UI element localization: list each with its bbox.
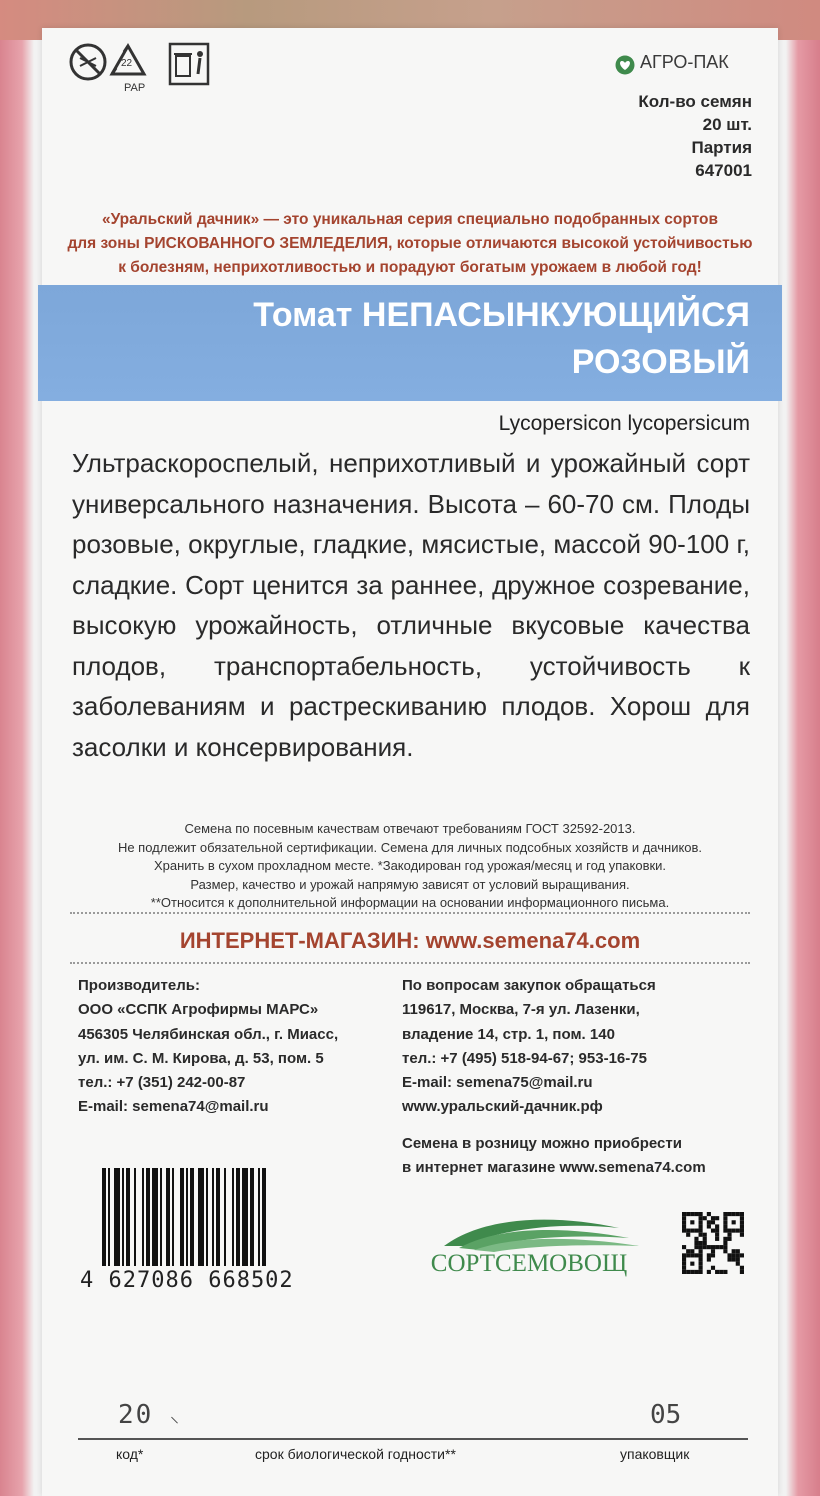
qr-module — [723, 1224, 727, 1228]
qr-module — [740, 1266, 744, 1270]
fine-print-line: Семена по посевным качествам отвечают требованиям ГОСТ 32592-2013. — [184, 821, 636, 836]
batch-label: Партия — [691, 138, 752, 157]
qr-module — [727, 1212, 731, 1216]
qr-module — [703, 1216, 707, 1220]
divider — [70, 912, 750, 914]
qr-module — [690, 1253, 694, 1257]
qr-module — [711, 1220, 715, 1224]
pap-label: PAP — [124, 82, 146, 94]
qr-module — [699, 1224, 703, 1228]
qr-module — [690, 1212, 694, 1216]
barcode-bar — [190, 1168, 194, 1266]
barcode-bar — [102, 1168, 106, 1266]
qr-module — [740, 1216, 744, 1220]
qr-module — [715, 1216, 719, 1220]
qr-module — [699, 1229, 703, 1233]
qr-module — [715, 1245, 719, 1249]
qr-module — [711, 1266, 715, 1270]
qr-module — [740, 1212, 744, 1216]
barcode-bar — [146, 1168, 150, 1266]
manufacturer-line: 456305 Челябинская обл., г. Миасс, — [78, 1025, 339, 1043]
qr-module — [740, 1233, 744, 1237]
qr-module — [690, 1220, 694, 1224]
seed-count-label: Кол-во семян — [638, 92, 752, 111]
brand-name: АГРО-ПАК — [640, 52, 729, 72]
barcode-bar — [236, 1168, 240, 1266]
manufacturer-line: тел.: +7 (351) 242-00-87 — [78, 1074, 246, 1092]
retail-info — [402, 1132, 762, 1181]
qr-module — [715, 1229, 719, 1233]
barcode-bar — [142, 1168, 144, 1266]
qr-module — [732, 1253, 736, 1257]
qr-module — [727, 1233, 731, 1237]
slogan-line: «Уральский дачник» — это уникальная серия специально подобранных сортов — [101, 211, 719, 228]
qr-module — [686, 1249, 690, 1253]
packer-stamp: 05 — [650, 1400, 682, 1430]
qr-module — [727, 1229, 731, 1233]
qr-module — [727, 1257, 731, 1261]
qr-module — [732, 1220, 736, 1224]
qr-module — [740, 1253, 744, 1257]
qr-module — [703, 1233, 707, 1237]
qr-module — [694, 1245, 698, 1249]
latin-name: Lycopersicon lycopersicum — [498, 412, 750, 435]
qr-module — [694, 1229, 698, 1233]
wholesale-line: владение 14, стр. 1, пом. 140 — [402, 1025, 615, 1043]
barcode-bar — [108, 1168, 110, 1266]
barcode-bar — [212, 1168, 214, 1266]
qr-module — [699, 1249, 703, 1253]
qr-code — [682, 1212, 744, 1274]
barcode-bar — [172, 1168, 174, 1266]
qr-module — [686, 1253, 690, 1257]
qr-module — [723, 1249, 727, 1253]
qr-module — [690, 1270, 694, 1274]
qr-module — [694, 1253, 698, 1257]
qr-module — [699, 1257, 703, 1261]
qr-module — [732, 1257, 736, 1261]
barcode-bar — [166, 1168, 170, 1266]
qr-module — [723, 1241, 727, 1245]
wholesale-line: www.уральский-дачник.рф — [402, 1098, 603, 1116]
retail-line: Семена в розницу можно приобрести — [402, 1135, 682, 1152]
barcode-bar — [262, 1168, 266, 1266]
qr-module — [711, 1229, 715, 1233]
trash-bin-icon — [170, 44, 208, 84]
qr-module — [703, 1241, 707, 1245]
qr-module — [723, 1212, 727, 1216]
barcode-bar — [242, 1168, 248, 1266]
qr-module — [723, 1216, 727, 1220]
qr-module — [682, 1266, 686, 1270]
qr-module — [682, 1224, 686, 1228]
qr-module — [736, 1257, 740, 1261]
qr-module — [740, 1229, 744, 1233]
qr-module — [686, 1233, 690, 1237]
code-label: код* — [116, 1446, 144, 1462]
qr-module — [715, 1224, 719, 1228]
qr-module — [736, 1253, 740, 1257]
qr-module — [723, 1237, 727, 1241]
seed-info — [552, 90, 752, 182]
qr-module — [703, 1245, 707, 1249]
barcode-bar — [216, 1168, 220, 1266]
barcode-bar — [160, 1168, 162, 1266]
barcode — [100, 1168, 336, 1266]
retail-line: в интернет магазине www.semena74.com — [402, 1159, 706, 1177]
wholesale-line: По вопросам закупок обращаться — [402, 977, 656, 994]
batch-value: 647001 — [695, 161, 752, 180]
qr-module — [699, 1212, 703, 1216]
fine-print-line: Не подлежит обязательной сертификации. Семена для личных подсобных хозяйств и дачников. — [117, 839, 703, 855]
wholesale-line: E-mail: semena75@mail.ru — [402, 1074, 593, 1092]
qr-module — [711, 1245, 715, 1249]
qr-module — [699, 1220, 703, 1224]
barcode-bar — [198, 1168, 204, 1266]
qr-module — [686, 1212, 690, 1216]
qr-module — [711, 1253, 715, 1257]
qr-module — [723, 1270, 727, 1274]
qr-module — [732, 1249, 736, 1253]
product-description: Ультраскороспелый, неприхотливый и урожайный сорт универсального назначения. Высота – 60-70 см. Плоды розовые, округлые, гладкие, мясистые, массой 90-100 г, сладкие. Сорт ценится за раннее, дружное созревание, высокую урожайность, отличные вкусовые качества плодов, транспортабельность, устойчивость к заболеваниям и растрескиванию плодов. Хорош для засолки и консервирования. — [72, 448, 750, 762]
qr-module — [740, 1270, 744, 1274]
qr-module — [699, 1233, 703, 1237]
qr-module — [694, 1237, 698, 1241]
qr-module — [707, 1224, 711, 1228]
manufacturer-line: E-mail: semena74@mail.ru — [78, 1098, 269, 1116]
qr-module — [690, 1249, 694, 1253]
qr-module — [719, 1270, 723, 1274]
wholesale-info — [402, 974, 762, 1120]
qr-module — [732, 1229, 736, 1233]
manufacturer-info — [78, 974, 398, 1120]
qr-module — [715, 1237, 719, 1241]
qr-module — [707, 1220, 711, 1224]
qr-module — [682, 1253, 686, 1257]
slogan-line: к болезням, неприхотливостью и порадуют богатым урожаем в любой год! — [118, 259, 702, 276]
qr-module — [699, 1245, 703, 1249]
qr-module — [707, 1257, 711, 1261]
qr-module — [686, 1270, 690, 1274]
qr-module — [699, 1241, 703, 1245]
qr-module — [682, 1212, 686, 1216]
barcode-bar — [206, 1168, 208, 1266]
qr-module — [707, 1212, 711, 1216]
qr-module — [736, 1262, 740, 1266]
online-shop-link: ИНТЕРНЕТ-МАГАЗИН: www.semena74.com — [179, 928, 641, 953]
qr-module — [723, 1229, 727, 1233]
logo-text: СОРТСЕМОВОЩ — [430, 1250, 628, 1277]
heart-leaf-icon — [614, 55, 636, 75]
shelf-life-label: срок биологической годности** — [255, 1446, 456, 1462]
qr-module — [682, 1257, 686, 1261]
qr-module — [694, 1212, 698, 1216]
qr-module — [740, 1224, 744, 1228]
barcode-number: 4 627086 668502 — [80, 1268, 294, 1293]
barcode-bar — [250, 1168, 254, 1266]
qr-module — [715, 1233, 719, 1237]
qr-module — [682, 1216, 686, 1220]
manufacturer-line: ООО «ССПК Агрофирмы МАРС» — [78, 1001, 319, 1019]
stamp-mark: ⸜ — [170, 1406, 179, 1426]
fine-print-line: Хранить в сухом прохладном месте. *Закодирован год урожая/месяц и год упаковки. — [153, 858, 667, 873]
code-stamp: 20 — [118, 1400, 154, 1430]
qr-module — [707, 1245, 711, 1249]
qr-module — [736, 1212, 740, 1216]
wholesale-line: 119617, Москва, 7-я ул. Лазенки, — [402, 1001, 640, 1019]
no-cut-icon — [71, 45, 105, 79]
qr-module — [727, 1237, 731, 1241]
qr-module — [723, 1245, 727, 1249]
stamp-baseline — [78, 1438, 748, 1440]
barcode-bar — [114, 1168, 120, 1266]
fine-print-line: Размер, качество и урожай напрямую зависят от условий выращивания. — [190, 876, 630, 892]
qr-module — [707, 1270, 711, 1274]
qr-module — [699, 1216, 703, 1220]
qr-module — [694, 1241, 698, 1245]
qr-module — [703, 1237, 707, 1241]
product-title-line2: РОЗОВЫЙ — [571, 343, 750, 381]
qr-module — [690, 1229, 694, 1233]
barcode-bar — [258, 1168, 260, 1266]
barcode-bar — [122, 1168, 124, 1266]
slogan-line: для зоны РИСКОВАННОГО ЗЕМЛЕДЕЛИЯ, которые отличаются высокой устойчивостью — [67, 235, 753, 252]
divider — [70, 962, 750, 964]
manufacturer-line: ул. им. С. М. Кирова, д. 53, пом. 5 — [78, 1049, 324, 1067]
packer-label: упаковщик — [620, 1446, 690, 1462]
qr-module — [686, 1229, 690, 1233]
qr-module — [736, 1229, 740, 1233]
barcode-bar — [152, 1168, 158, 1266]
qr-module — [682, 1262, 686, 1266]
qr-module — [699, 1270, 703, 1274]
qr-module — [719, 1245, 723, 1249]
qr-module — [682, 1220, 686, 1224]
qr-module — [715, 1270, 719, 1274]
barcode-bar — [224, 1168, 226, 1266]
fine-print-line: **Относится к дополнительной информации на основании информационного письма. — [150, 895, 670, 910]
qr-module — [711, 1249, 715, 1253]
fine-print — [70, 820, 750, 913]
qr-module — [723, 1220, 727, 1224]
qr-module — [727, 1253, 731, 1257]
barcode-bar — [186, 1168, 188, 1266]
manufacturer-line: Производитель: — [78, 977, 200, 994]
qr-module — [682, 1229, 686, 1233]
barcode-bar — [134, 1168, 136, 1266]
qr-module — [682, 1270, 686, 1274]
qr-module — [694, 1270, 698, 1274]
qr-module — [699, 1266, 703, 1270]
qr-module — [732, 1212, 736, 1216]
barcode-bar — [232, 1168, 234, 1266]
barcode-bar — [126, 1168, 130, 1266]
qr-module — [711, 1216, 715, 1220]
qr-module — [740, 1220, 744, 1224]
qr-module — [699, 1262, 703, 1266]
recycle-number: 22 — [121, 58, 133, 69]
product-title: Томат НЕПАСЫНКУЮЩИЙСЯ — [253, 296, 750, 334]
seed-count-value: 20 шт. — [702, 115, 752, 134]
qr-module — [707, 1253, 711, 1257]
barcode-bar — [180, 1168, 184, 1266]
qr-module — [690, 1262, 694, 1266]
qr-module — [699, 1253, 703, 1257]
wholesale-line: тел.: +7 (495) 518-94-67; 953-16-75 — [402, 1049, 647, 1067]
series-slogan — [60, 208, 760, 280]
qr-module — [682, 1245, 686, 1249]
qr-module — [736, 1249, 740, 1253]
